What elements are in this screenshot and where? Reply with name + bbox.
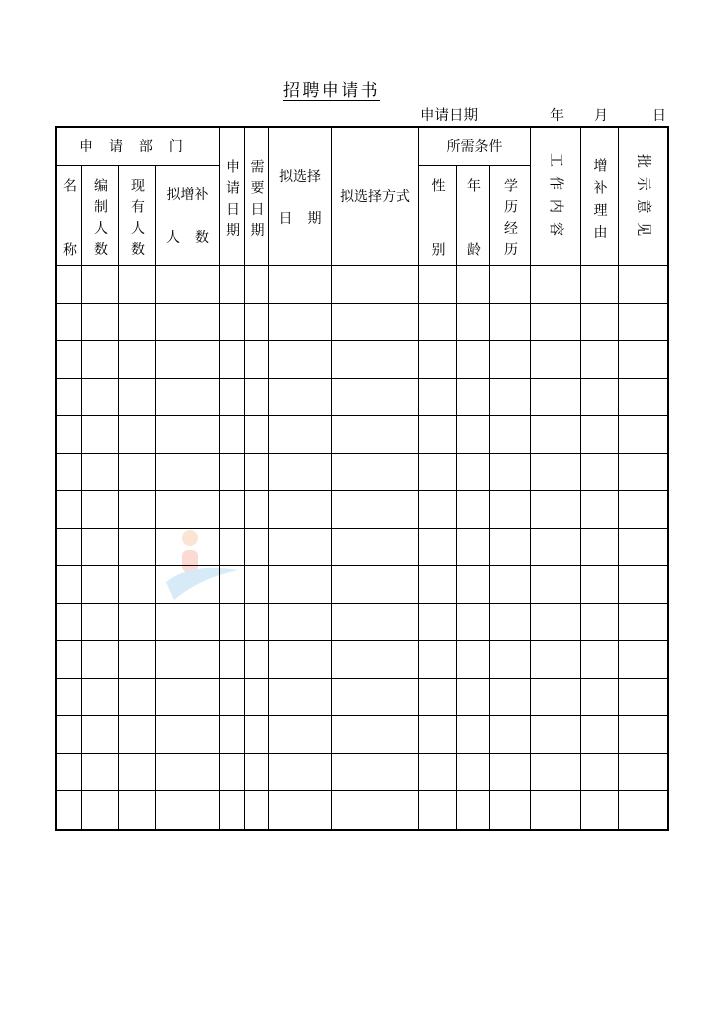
blank-entry-cell bbox=[457, 491, 490, 529]
blank-entry-cell bbox=[332, 529, 419, 567]
header-cell-name bbox=[57, 166, 82, 306]
blank-entry-cell bbox=[457, 304, 490, 342]
blank-entry-cell bbox=[245, 716, 269, 754]
blank-entry-cell bbox=[82, 454, 119, 492]
header-cell-education bbox=[490, 166, 531, 266]
blank-entry-cell bbox=[245, 491, 269, 529]
needed-date-label: 需要日期 bbox=[248, 159, 265, 245]
blank-entry-cell bbox=[82, 641, 119, 679]
blank-entry-cell bbox=[419, 416, 457, 454]
blank-entry-cell bbox=[581, 491, 619, 529]
blank-entry-cell bbox=[531, 791, 581, 829]
header-cell-age bbox=[457, 166, 490, 306]
blank-entry-cell bbox=[57, 529, 82, 567]
blank-entry-cell bbox=[619, 604, 667, 642]
blank-entry-cell bbox=[156, 566, 220, 604]
blank-entry-cell bbox=[490, 416, 531, 454]
blank-entry-cell bbox=[220, 529, 245, 567]
blank-entry-cell bbox=[531, 679, 581, 717]
blank-entry-cell bbox=[220, 566, 245, 604]
blank-entry-cell bbox=[457, 716, 490, 754]
blank-entry-cell bbox=[457, 379, 490, 417]
blank-entry-cell bbox=[245, 416, 269, 454]
blank-entry-cell bbox=[531, 754, 581, 792]
gender-label: 性别 bbox=[429, 178, 446, 306]
blank-entry-cell bbox=[82, 716, 119, 754]
blank-entry-cell bbox=[119, 266, 156, 304]
blank-entry-cell bbox=[57, 416, 82, 454]
blank-entry-cell bbox=[57, 604, 82, 642]
blank-entry-cell bbox=[490, 304, 531, 342]
blank-entry-cell bbox=[82, 341, 119, 379]
blank-entry-cell bbox=[57, 266, 82, 304]
blank-entry-cell bbox=[457, 266, 490, 304]
blank-entry-cell bbox=[119, 679, 156, 717]
blank-entry-cell bbox=[419, 341, 457, 379]
blank-entry-cell bbox=[332, 566, 419, 604]
authorized-headcount-label: 编制人数 bbox=[92, 178, 108, 264]
selection-date-label-line1: 拟选择 bbox=[279, 169, 321, 185]
approval-label: 批示意见 bbox=[635, 154, 651, 245]
blank-entry-cell bbox=[419, 641, 457, 679]
blank-entry-cell bbox=[269, 529, 332, 567]
blank-entry-cell bbox=[220, 491, 245, 529]
selection-method-label: 拟选择方式 bbox=[340, 189, 410, 205]
blank-entry-cell bbox=[269, 791, 332, 829]
blank-entry-cell bbox=[457, 341, 490, 379]
blank-entry-cell bbox=[269, 304, 332, 342]
blank-entry-cell bbox=[457, 604, 490, 642]
blank-entry-cell bbox=[220, 454, 245, 492]
blank-entry-cell bbox=[82, 379, 119, 417]
job-content-label: 工作内容 bbox=[547, 153, 564, 245]
blank-entry-cell bbox=[490, 341, 531, 379]
blank-entry-cell bbox=[581, 604, 619, 642]
blank-entry-cell bbox=[419, 454, 457, 492]
education-label: 学历经历 bbox=[502, 178, 518, 264]
blank-entry-cell bbox=[269, 566, 332, 604]
blank-entry-cell bbox=[82, 304, 119, 342]
blank-entry-cell bbox=[82, 491, 119, 529]
header-cell-current-headcount bbox=[119, 166, 156, 266]
blank-entry-cell bbox=[332, 754, 419, 792]
header-cell-department bbox=[57, 128, 220, 166]
blank-entry-cell bbox=[119, 379, 156, 417]
apply-date-label: 申请日期 bbox=[224, 159, 240, 245]
blank-entry-cell bbox=[156, 716, 220, 754]
header-cell-selection-method bbox=[332, 128, 419, 266]
blank-entry-cell bbox=[419, 304, 457, 342]
blank-entry-cell bbox=[619, 754, 667, 792]
blank-entry-cell bbox=[82, 791, 119, 829]
blank-entry-cell bbox=[490, 679, 531, 717]
blank-entry-cell bbox=[457, 416, 490, 454]
blank-entry-cell bbox=[119, 304, 156, 342]
blank-entry-cell bbox=[269, 679, 332, 717]
blank-entry-cell bbox=[619, 641, 667, 679]
blank-entry-cell bbox=[220, 716, 245, 754]
blank-entry-cell bbox=[269, 379, 332, 417]
blank-entry-cell bbox=[245, 454, 269, 492]
blank-entry-cell bbox=[156, 304, 220, 342]
header-cell-reason bbox=[581, 128, 619, 266]
blank-entry-cell bbox=[82, 566, 119, 604]
blank-entry-cell bbox=[82, 754, 119, 792]
blank-entry-cell bbox=[531, 416, 581, 454]
header-cell-gender bbox=[419, 166, 457, 306]
blank-entry-cell bbox=[119, 754, 156, 792]
blank-entry-cell bbox=[581, 454, 619, 492]
planned-headcount-label-line1: 拟增补 bbox=[166, 187, 209, 203]
blank-entry-cell bbox=[457, 679, 490, 717]
blank-entry-cell bbox=[156, 454, 220, 492]
blank-entry-cell bbox=[57, 754, 82, 792]
blank-entry-cell bbox=[269, 754, 332, 792]
blank-entry-cell bbox=[156, 379, 220, 417]
blank-entry-cell bbox=[82, 529, 119, 567]
department-label: 申 请 部 门 bbox=[79, 139, 183, 155]
blank-entry-cell bbox=[57, 566, 82, 604]
blank-entry-cell bbox=[57, 454, 82, 492]
blank-entry-cell bbox=[581, 416, 619, 454]
blank-entry-cell bbox=[457, 754, 490, 792]
blank-entry-cell bbox=[490, 266, 531, 304]
blank-entry-cell bbox=[457, 454, 490, 492]
blank-entry-cell bbox=[156, 529, 220, 567]
blank-entry-cell bbox=[581, 529, 619, 567]
blank-entry-cell bbox=[419, 379, 457, 417]
blank-entry-cell bbox=[581, 716, 619, 754]
recruitment-form-table bbox=[55, 126, 669, 831]
blank-entry-cell bbox=[220, 604, 245, 642]
blank-entry-cell bbox=[619, 379, 667, 417]
date-day-label: 日 bbox=[652, 108, 666, 124]
blank-entry-cell bbox=[581, 754, 619, 792]
blank-entry-cell bbox=[457, 566, 490, 604]
blank-entry-cell bbox=[156, 679, 220, 717]
blank-entry-cell bbox=[119, 416, 156, 454]
date-month-label: 月 bbox=[594, 108, 608, 124]
blank-entry-cell bbox=[220, 641, 245, 679]
blank-entry-cell bbox=[269, 416, 332, 454]
blank-entry-cell bbox=[332, 379, 419, 417]
blank-entry-cell bbox=[332, 454, 419, 492]
blank-entry-cell bbox=[245, 566, 269, 604]
blank-entry-cell bbox=[245, 754, 269, 792]
blank-entry-cell bbox=[457, 791, 490, 829]
planned-headcount-label-line2: 人 数 bbox=[166, 230, 209, 246]
blank-entry-cell bbox=[581, 341, 619, 379]
blank-entry-cell bbox=[119, 641, 156, 679]
blank-entry-cell bbox=[119, 454, 156, 492]
blank-entry-cell bbox=[119, 791, 156, 829]
header-cell-authorized-headcount bbox=[82, 166, 119, 266]
blank-entry-cell bbox=[619, 679, 667, 717]
header-cell-planned-headcount bbox=[156, 166, 220, 266]
blank-entry-cell bbox=[332, 266, 419, 304]
blank-entry-cell bbox=[245, 679, 269, 717]
blank-entry-cell bbox=[269, 341, 332, 379]
blank-entry-cell bbox=[619, 341, 667, 379]
requirements-label: 所需条件 bbox=[446, 139, 503, 155]
blank-entry-cell bbox=[156, 641, 220, 679]
blank-entry-cell bbox=[457, 529, 490, 567]
blank-entry-cell bbox=[619, 491, 667, 529]
blank-entry-cell bbox=[490, 566, 531, 604]
blank-entry-cell bbox=[245, 604, 269, 642]
blank-entry-cell bbox=[419, 266, 457, 304]
blank-entry-cell bbox=[619, 716, 667, 754]
blank-entry-cell bbox=[457, 641, 490, 679]
blank-entry-cell bbox=[57, 491, 82, 529]
blank-entry-cell bbox=[220, 754, 245, 792]
blank-entry-cell bbox=[419, 491, 457, 529]
blank-entry-cell bbox=[490, 716, 531, 754]
blank-entry-cell bbox=[156, 416, 220, 454]
blank-entry-cell bbox=[220, 791, 245, 829]
blank-entry-cell bbox=[57, 379, 82, 417]
blank-entry-cell bbox=[490, 491, 531, 529]
blank-entry-cell bbox=[332, 716, 419, 754]
blank-entry-cell bbox=[220, 341, 245, 379]
blank-entry-cell bbox=[57, 679, 82, 717]
blank-entry-cell bbox=[156, 266, 220, 304]
blank-entry-cell bbox=[619, 416, 667, 454]
blank-entry-cell bbox=[332, 341, 419, 379]
blank-entry-cell bbox=[156, 341, 220, 379]
blank-entry-cell bbox=[581, 679, 619, 717]
blank-entry-cell bbox=[531, 716, 581, 754]
blank-entry-cell bbox=[531, 604, 581, 642]
blank-entry-cell bbox=[619, 266, 667, 304]
blank-entry-cell bbox=[269, 604, 332, 642]
current-headcount-label: 现有人数 bbox=[129, 178, 145, 264]
blank-entry-cell bbox=[156, 791, 220, 829]
blank-entry-cell bbox=[220, 304, 245, 342]
blank-entry-cell bbox=[619, 454, 667, 492]
blank-entry-cell bbox=[156, 491, 220, 529]
blank-entry-cell bbox=[490, 379, 531, 417]
blank-entry-cell bbox=[269, 716, 332, 754]
blank-entry-cell bbox=[82, 679, 119, 717]
blank-entry-cell bbox=[57, 716, 82, 754]
blank-entry-cell bbox=[57, 304, 82, 342]
blank-entry-cell bbox=[490, 454, 531, 492]
age-label: 年龄 bbox=[465, 178, 481, 306]
blank-entry-cell bbox=[581, 266, 619, 304]
blank-entry-cell bbox=[245, 341, 269, 379]
blank-entry-cell bbox=[531, 529, 581, 567]
blank-entry-cell bbox=[57, 791, 82, 829]
blank-entry-cell bbox=[531, 641, 581, 679]
blank-entry-cell bbox=[332, 604, 419, 642]
blank-entry-cell bbox=[490, 604, 531, 642]
blank-entry-cell bbox=[82, 266, 119, 304]
blank-entry-cell bbox=[332, 491, 419, 529]
blank-entry-cell bbox=[581, 791, 619, 829]
blank-entry-cell bbox=[581, 641, 619, 679]
blank-entry-cell bbox=[531, 379, 581, 417]
blank-entry-cell bbox=[119, 566, 156, 604]
blank-entry-cell bbox=[269, 491, 332, 529]
selection-date-label-line2: 日 期 bbox=[278, 211, 322, 227]
date-year-label: 年 bbox=[550, 108, 564, 124]
document-title: 招聘申请书 bbox=[283, 81, 380, 101]
blank-entry-cell bbox=[220, 379, 245, 417]
reason-label: 增补理由 bbox=[591, 158, 608, 248]
blank-entry-cell bbox=[619, 529, 667, 567]
blank-entry-cell bbox=[490, 641, 531, 679]
blank-entry-cell bbox=[581, 304, 619, 342]
blank-entry-cell bbox=[220, 266, 245, 304]
blank-entry-cell bbox=[119, 716, 156, 754]
blank-entry-cell bbox=[269, 641, 332, 679]
blank-entry-cell bbox=[119, 604, 156, 642]
blank-entry-cell bbox=[419, 754, 457, 792]
blank-entry-cell bbox=[245, 529, 269, 567]
blank-entry-cell bbox=[119, 491, 156, 529]
application-date-label: 申请日期 bbox=[420, 108, 478, 124]
blank-entry-cell bbox=[419, 566, 457, 604]
blank-entry-cell bbox=[531, 491, 581, 529]
blank-entry-cell bbox=[619, 791, 667, 829]
blank-entry-cell bbox=[531, 566, 581, 604]
blank-entry-cell bbox=[245, 266, 269, 304]
blank-entry-cell bbox=[57, 641, 82, 679]
blank-entry-cell bbox=[57, 341, 82, 379]
blank-entry-cell bbox=[419, 791, 457, 829]
header-cell-requirements bbox=[419, 128, 531, 166]
blank-entry-cell bbox=[490, 791, 531, 829]
header-cell-apply-date bbox=[220, 128, 245, 266]
blank-entry-cell bbox=[531, 341, 581, 379]
blank-entry-cell bbox=[581, 566, 619, 604]
blank-entry-cell bbox=[419, 679, 457, 717]
header-cell-needed-date bbox=[245, 128, 269, 266]
blank-entry-cell bbox=[269, 266, 332, 304]
blank-entry-cell bbox=[619, 304, 667, 342]
blank-entry-cell bbox=[419, 716, 457, 754]
blank-entry-cell bbox=[220, 679, 245, 717]
blank-entry-cell bbox=[156, 604, 220, 642]
header-cell-selection-date bbox=[269, 128, 332, 266]
blank-entry-cell bbox=[119, 341, 156, 379]
blank-entry-cell bbox=[619, 566, 667, 604]
blank-entry-cell bbox=[332, 679, 419, 717]
name-label: 名称 bbox=[61, 178, 77, 306]
blank-entry-cell bbox=[332, 791, 419, 829]
blank-entry-cell bbox=[419, 529, 457, 567]
blank-entry-cell bbox=[82, 416, 119, 454]
blank-entry-cell bbox=[332, 416, 419, 454]
blank-entry-cell bbox=[419, 604, 457, 642]
blank-entry-cell bbox=[245, 379, 269, 417]
blank-entry-cell bbox=[332, 641, 419, 679]
blank-entry-cell bbox=[531, 304, 581, 342]
blank-entry-cell bbox=[245, 641, 269, 679]
blank-entry-cell bbox=[119, 529, 156, 567]
blank-entry-cell bbox=[156, 754, 220, 792]
header-cell-approval bbox=[619, 128, 667, 266]
blank-entry-cell bbox=[490, 754, 531, 792]
blank-entry-cell bbox=[332, 304, 419, 342]
blank-entry-cell bbox=[245, 791, 269, 829]
blank-entry-cell bbox=[245, 304, 269, 342]
blank-entry-cell bbox=[531, 454, 581, 492]
blank-entry-cell bbox=[581, 379, 619, 417]
blank-entry-cell bbox=[82, 604, 119, 642]
blank-entry-cell bbox=[269, 454, 332, 492]
header-cell-job-content bbox=[531, 128, 581, 266]
blank-entry-cell bbox=[220, 416, 245, 454]
blank-entry-cell bbox=[531, 266, 581, 304]
blank-entry-cell bbox=[490, 529, 531, 567]
